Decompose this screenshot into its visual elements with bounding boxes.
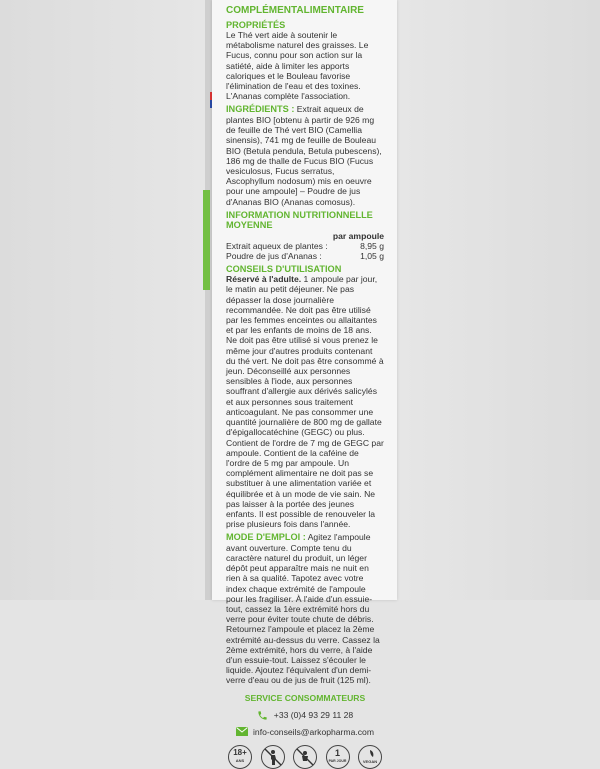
nutrition-table [226, 231, 384, 261]
label-text [226, 6, 384, 769]
nutrition-row-value: 1,05 g [360, 250, 384, 261]
adult-icon-label: 18+ [233, 748, 247, 758]
phone-number: +33 (0)4 93 29 11 28 [273, 709, 354, 720]
warning-pictograms [226, 745, 384, 769]
nutrition-row-label: Poudre de jus d'Ananas : [226, 250, 322, 261]
green-side-stripe [203, 190, 210, 290]
email-icon [236, 727, 248, 737]
nutrition-row-label: Extrait aqueux de plantes : [226, 240, 328, 251]
nutrition-col-header: par ampoule [332, 230, 384, 241]
email-address: info-conseils@arkopharma.com [253, 727, 374, 738]
table-row [226, 251, 384, 261]
usage-advice-lead: Réservé à l'adulte. [226, 274, 302, 285]
section-nutrition [226, 210, 384, 261]
customer-service-heading: SERVICE CONSOMMATEURS [244, 692, 366, 703]
vegan-icon [358, 745, 382, 769]
phone-line [226, 710, 384, 720]
table-row [226, 241, 384, 251]
ingredients-heading: INGRÉDIENTS : [226, 104, 295, 115]
product-type-title: COMPLÉMENTALIMENTAIRE [226, 5, 364, 16]
section-instructions [226, 532, 384, 685]
usage-advice-heading: CONSEILS D'UTILISATION [226, 263, 342, 274]
phone-icon [257, 710, 269, 720]
one-per-day-icon [326, 745, 350, 769]
section-ingredients [226, 104, 384, 206]
background-right [397, 0, 600, 600]
section-properties [226, 20, 384, 102]
section-usage-advice [226, 264, 384, 530]
daily-icon-label: 1 [334, 748, 340, 759]
usage-advice-text: 1 ampoule par jour, le matin au petit déjeuner. Ne pas dépasser la dose journalière recommandée. Ne doit pas être utilisé par les femmes enceintes ou allaitantes et par les enfants de moins de 18 ans. Ne doit pas être utilisé si vous prenez le même jour d'autres produits contenant du thé vert. Ne doit pas être consommé à jeun. Déconseillé aux personnes sensibles à l'iode, aux personnes souffrant d'allergie aux dérivés salicylés et aux personnes sous traitement anticoagulant. Ne pas consommer une quantité journalière de 800 mg de gallate d'épigallocatéchine (GEGC) ou plus. Contient de l'ordre de 7 mg de GEGC par ampoule. Contient de la caféine de l'ordre de 5 mg par ampoule. Un complément alimentaire ne doit pas se substituer à une alimentation variée et équilibrée et à un mode de vie sain. Ne pas laisser à la portée des jeunes enfants. Il est possible de renouveler la prise plusieurs fois dans l'année. [226, 274, 384, 530]
instructions-heading: MODE D'EMPLOI : [226, 532, 306, 543]
adult-only-icon [228, 745, 252, 769]
no-pregnant-icon [261, 745, 285, 769]
no-children-icon [293, 745, 317, 769]
nutrition-heading: INFORMATION NUTRITIONNELLE MOYENNE [226, 209, 373, 231]
vegan-icon-label: VEGAN [362, 759, 378, 765]
instructions-text: Agitez l'ampoule avant ouverture. Compte tenu du caractère naturel du produit, un léger dépôt peut apparaître mais ne nuit en rien à sa qualité. Tapotez avec votre index chaque extrémité de l'ampoule pour les fragiliser. À l'aide d'un essuie-tout, cassez la 1ère extrémité hors du verre pour éviter toute chute de débris. Retournez l'ampoule et placez la 2ème extrémité au-dessus du verre. Cassez la 2ème extrémité, hors du verre, à l'aide d'un essuie-tout. Laissez s'écouler le liquide. Ajoutez l'équivalent d'un demi-verre d'eau ou de jus de fruit (125 ml). [226, 532, 380, 686]
adult-icon-sublabel: ANS [235, 758, 245, 764]
ingredients-text: Extrait aqueux de plantes BIO [obtenu à partir de 926 mg de feuille de Thé vert BIO (Camellia sinensis), 741 mg de feuille de Bouleau BIO (Betula pendula, Betula pubescens), 186 mg de thalle de Fucus BIO (Fucus vesiculosus, Fucus serratus, Ascophyllum nodosum) mis en oeuvre pour une ampoule] – Poudre de jus d'Ananas BIO (Ananas comosus). [226, 104, 382, 207]
nutrition-row-value: 8,95 g [360, 240, 384, 251]
properties-text: Le Thé vert aide à soutenir le métabolisme naturel des graisses. Le Fucus, connu pour son action sur la satiété, aide à limiter les apports caloriques et le Bouleau favorise l'élimination de l'eau et des toxines. L'Ananas complète l'association. [226, 30, 369, 102]
properties-heading: PROPRIÉTÉS [226, 19, 286, 30]
daily-icon-sublabel: PAR JOUR [328, 759, 347, 764]
email-line [226, 727, 384, 737]
background-left [0, 0, 205, 600]
